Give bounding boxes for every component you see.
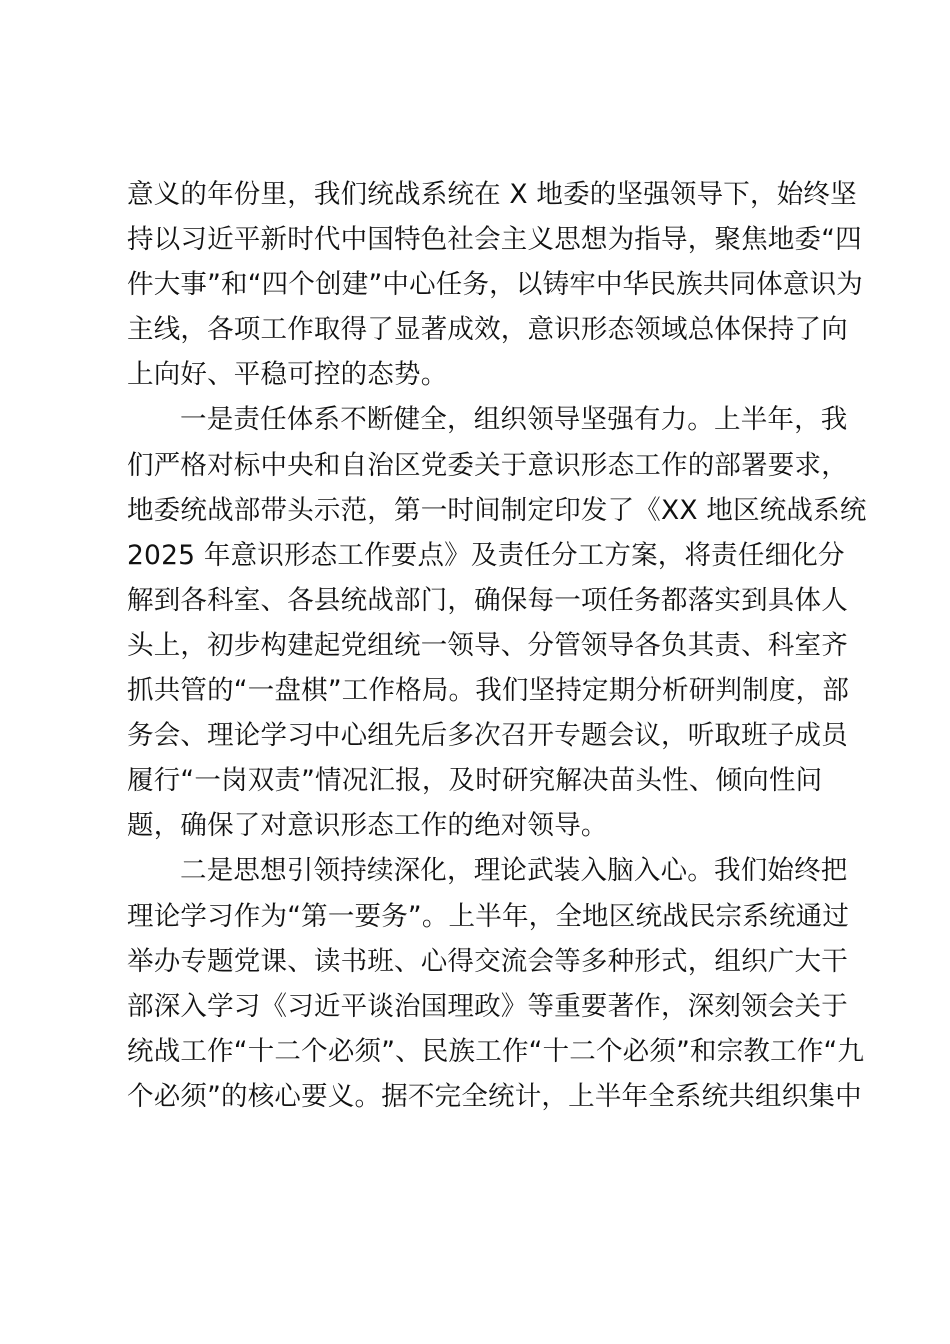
document-body [127, 172, 867, 1119]
text-line: 主线，各项工作取得了显著成效，意识形态领域总体保持了向 [127, 314, 848, 346]
text-line: 持以习近平新时代中国特色社会主义思想为指导，聚焦地委“四 [127, 224, 862, 256]
paragraph-start-line: 二是思想引领持续深化，理论武装入脑入心。我们始终把 [180, 855, 848, 887]
text-line: 理论学习作为“第一要务”。上半年，全地区统战民宗系统通过 [127, 900, 850, 932]
text-line: 们严格对标中央和自治区党委关于意识形态工作的部署要求， [127, 449, 848, 481]
text-line: 2025 年意识形态工作要点》及责任分工方案，将责任细化分 [127, 539, 845, 571]
text-line: 举办专题党课、读书班、心得交流会等多种形式，组织广大干 [127, 945, 848, 977]
text-line: 头上，初步构建起党组统一领导、分管领导各负其责、科室齐 [127, 629, 848, 661]
text-line: 上向好、平稳可控的态势。 [127, 359, 448, 391]
text-line: 履行“一岗双责”情况汇报，及时研究解决苗头性、倾向性问 [127, 765, 823, 797]
text-line: 部深入学习《习近平谈治国理政》等重要著作，深刻领会关于 [127, 990, 848, 1022]
text-line: 统战工作“十二个必须”、民族工作“十二个必须”和宗教工作“九 [127, 1035, 865, 1067]
paragraph-start-line: 一是责任体系不断健全，组织领导坚强有力。上半年，我 [180, 404, 848, 436]
text-line: 题，确保了对意识形态工作的绝对领导。 [127, 810, 608, 842]
text-line: 地委统战部带头示范，第一时间制定印发了《XX 地区统战系统 [127, 494, 867, 526]
text-line: 抓共管的“一盘棋”工作格局。我们坚持定期分析研判制度，部 [127, 675, 850, 707]
text-line: 个必须”的核心要义。据不完全统计，上半年全系统共组织集中 [127, 1080, 862, 1112]
text-line: 件大事”和“四个创建”中心任务，以铸牢中华民族共同体意识为 [127, 269, 863, 301]
text-line: 务会、理论学习中心组先后多次召开专题会议，听取班子成员 [127, 720, 848, 752]
text-line: 解到各科室、各县统战部门，确保每一项任务都落实到具体人 [127, 584, 848, 616]
text-line: 意义的年份里，我们统战系统在 X 地委的坚强领导下，始终坚 [127, 179, 857, 210]
